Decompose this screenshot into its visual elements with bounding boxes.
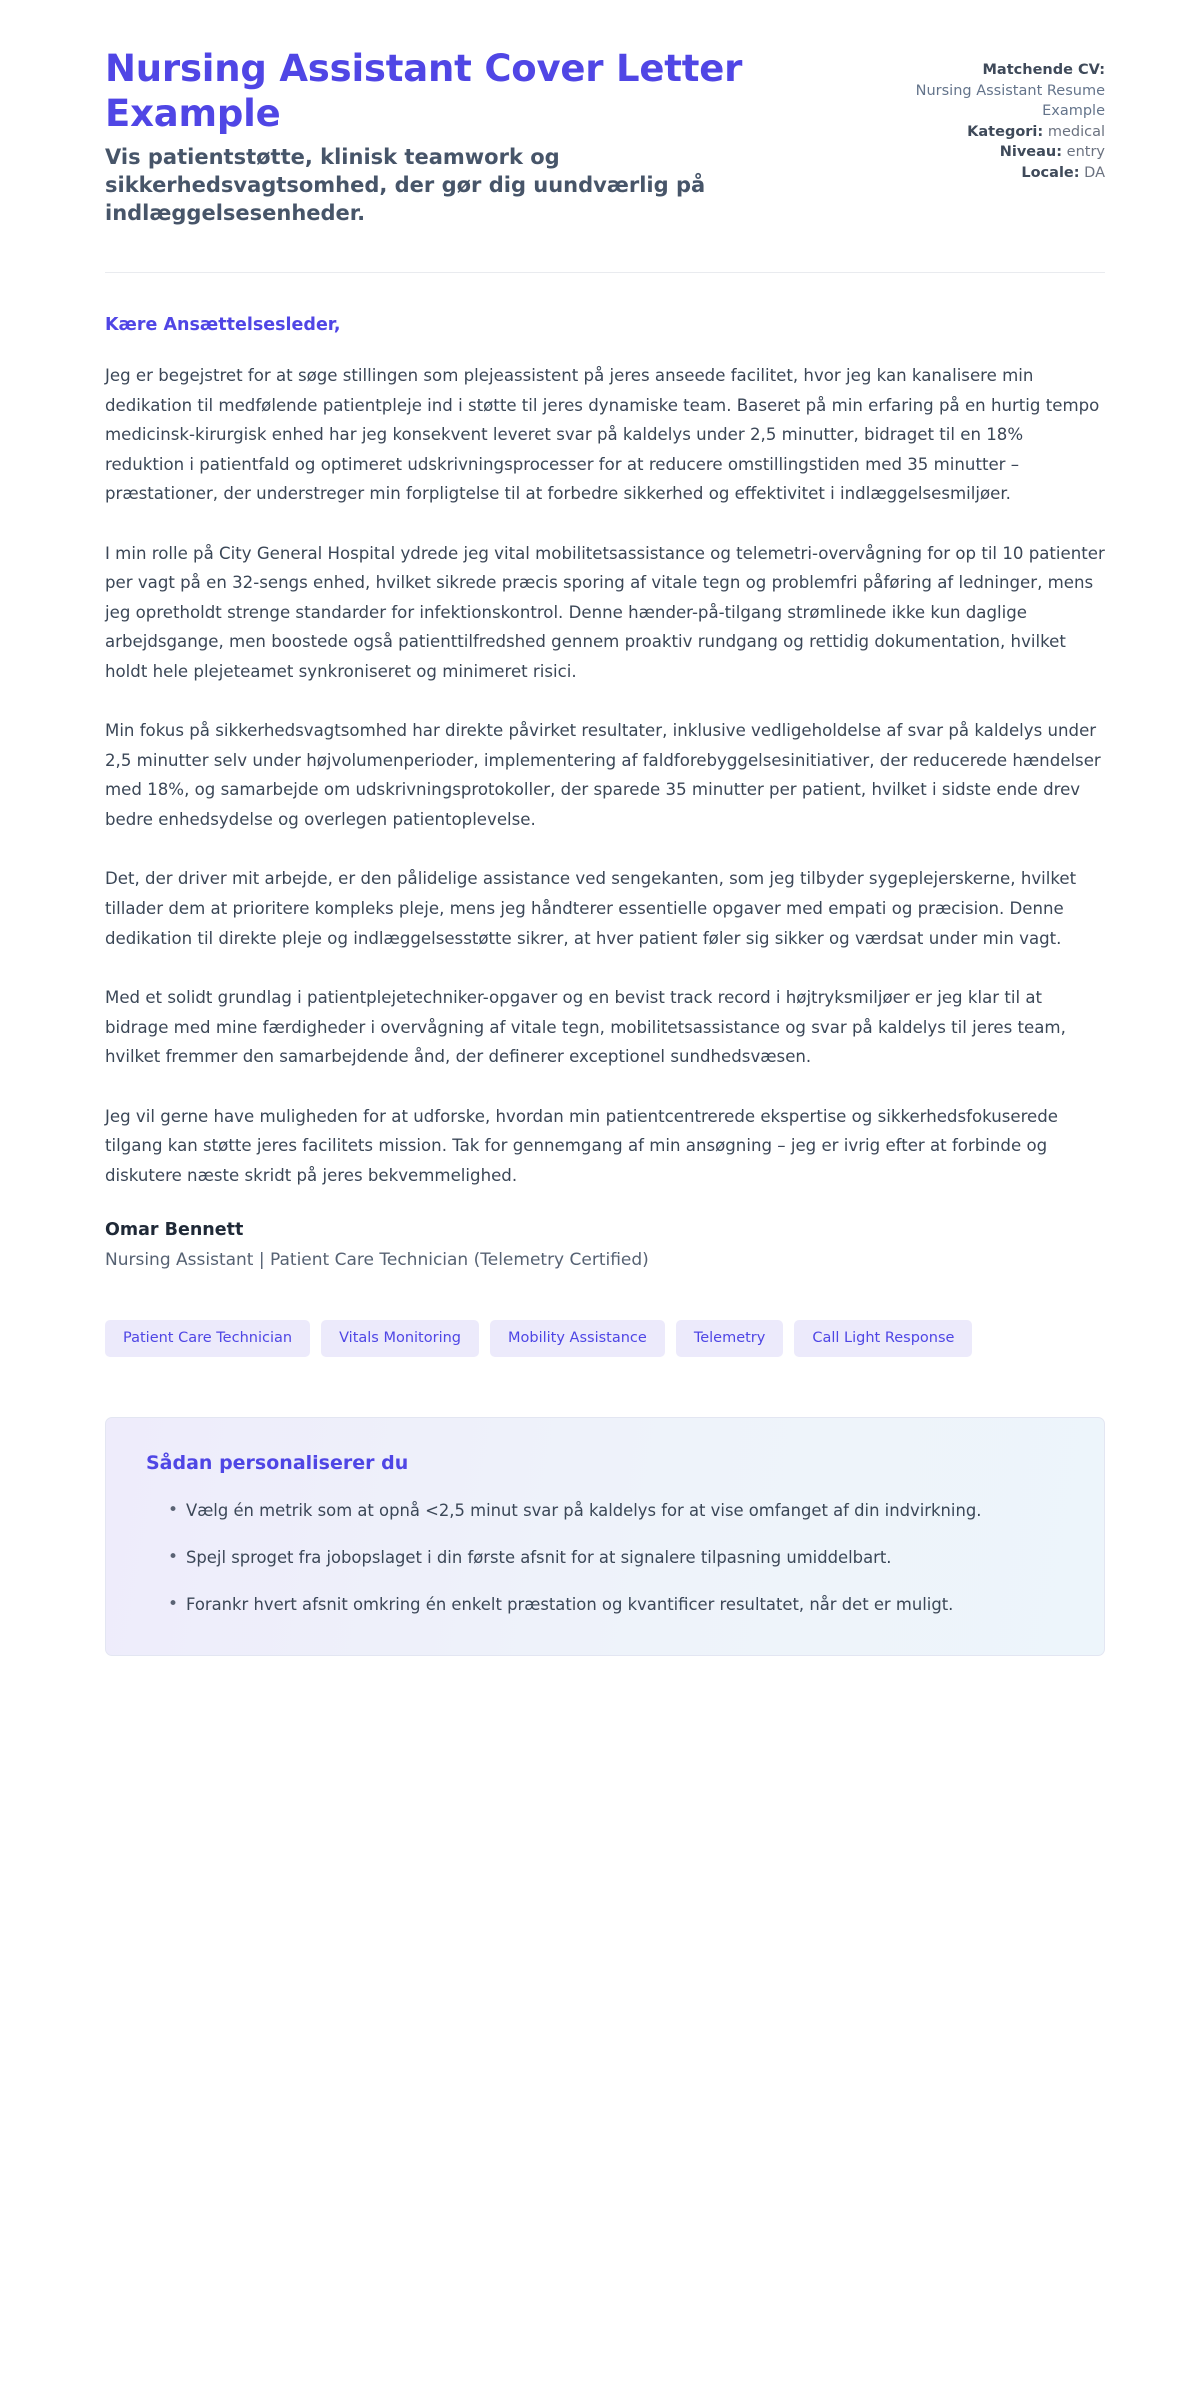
meta-category-value: medical [1047, 123, 1105, 140]
callout-tip-list [146, 1496, 1064, 1620]
letter-paragraph: Min fokus på sikkerhedsvagtsomhed har direkte påvirket resultater, inklusive vedligeholdelse af svar på kaldelys under 2,5 minutter selv under højvolumenperioder, implementering af faldforebyggelsesinitiativer, der reducerede hændelser med 18%, og samarbejde om udskrivningsprotokoller, der sparede 35 minutter per patient, hvilket i sidste ende drev bedre enhedsydelse og overlegen patientoplevelse. [105, 721, 1101, 829]
callout-title: Sådan personaliserer du [146, 1451, 409, 1474]
skill-tag[interactable]: Mobility Assistance [490, 1320, 665, 1357]
meta-matching-resume-label: Matchende CV: [982, 62, 1105, 78]
letter-paragraph: Jeg er begejstret for at søge stillingen som plejeassistent på jeres anseede facilitet, hvor jeg kan kanalisere min dedikation til medfølende patientpleje ind i støtte til jeres dynamiske team. Baseret på min erfaring på en hurtig tempo medicinsk-kirurgisk enhed har jeg konsekvent leveret svar på kaldelys under 2,5 minutter, bidraget til en 18% reduktion i patientfald og optimeret udskrivningsprocesser for at reducere omstillingstiden med 35 minutter – præstationer, der understreger min forpligtelse til at forbedre sikkerhed og effektivitet i indlæggelsesmiljøer. [105, 366, 1100, 504]
meta-category-label: Kategori: [967, 123, 1044, 140]
skill-tag-list [105, 1320, 1105, 1357]
meta-locale-label: Locale: [1021, 164, 1080, 181]
document-metadata [895, 46, 1105, 183]
skill-tag[interactable]: Patient Care Technician [105, 1320, 310, 1357]
meta-locale-value: DA [1084, 164, 1105, 181]
page-subtitle: Vis patientstøtte, klinisk teamwork og sikkerhedsvagtsomhed, der gør dig uundværlig på indlæggelsesenheder. [105, 145, 706, 226]
signature-role: Nursing Assistant | Patient Care Technician (Telemetry Certified) [105, 1250, 649, 1271]
callout-tip-item: • Vælg én metrik som at opnå <2,5 minut svar på kaldelys for at vise omfanget af din indvirkning. [168, 1496, 1064, 1525]
meta-locale [895, 163, 1105, 184]
letter-signature [105, 1220, 1105, 1270]
letter-paragraph: Med et solidt grundlag i patientplejetechniker-opgaver og en bevist track record i højtryksmiljøer er jeg klar til at bidrage med mine færdigheder i overvågning af vitale tegn, mobilitetsassistance og svar på kaldelys til jeres team, hvilket fremmer den samarbejdende ånd, der definerer exceptionel sundhedsvæsen. [105, 988, 1066, 1067]
skill-tag[interactable]: Telemetry [676, 1320, 784, 1357]
letter-paragraph: Det, der driver mit arbejde, er den pålidelige assistance ved sengekanten, som jeg tilbyder sygeplejerskerne, hvilket tillader dem at prioritere kompleks pleje, mens jeg håndterer essentielle opgaver med empati og præcision. Denne dedikation til direkte pleje og indlæggelsesstøtte sikrer, at hver patient føler sig sikker og værdsat under min vagt. [105, 869, 1077, 948]
callout-tip-item: • Forankr hvert afsnit omkring én enkelt præstation og kvantificer resultatet, når det er muligt. [168, 1590, 1064, 1619]
page-header [105, 46, 1105, 228]
personalization-callout [105, 1417, 1105, 1657]
meta-level [895, 142, 1105, 163]
letter-paragraph: Jeg vil gerne have muligheden for at udforske, hvordan min patientcentrerede ekspertise og sikkerhedsfokuserede tilgang kan støtte jeres facilitets mission. Tak for gennemgang af min ansøgning – jeg er ivrig efter at forbinde og diskutere næste skridt på jeres bekvemmelighed. [105, 1106, 1058, 1185]
page-title: Nursing Assistant Cover Letter Example [105, 47, 743, 136]
callout-tip-item: • Spejl sproget fra jobopslaget i din første afsnit for at signalere tilpasning umiddelbart. [168, 1543, 1064, 1572]
skill-tag[interactable]: Call Light Response [794, 1320, 972, 1357]
signature-name: Omar Bennett [105, 1220, 244, 1241]
meta-level-value: entry [1066, 144, 1105, 161]
meta-level-label: Niveau: [999, 144, 1063, 161]
letter-paragraphs [105, 361, 1105, 1190]
letter-paragraph: I min rolle på City General Hospital ydrede jeg vital mobilitetsassistance og telemetri-overvågning for op til 10 patienter per vagt på en 32-sengs enhed, hvilket sikrede præcis sporing af vitale tegn og problemfri påføring af ledninger, mens jeg opretholdt strenge standarder for infektionskontrol. Denne hænder-på-tilgang strømlinede ikke kun daglige arbejdsgange, men boostede også patienttilfredshed gennem proaktiv rundgang og rettidig dokumentation, hvilket holdt hele plejeteamet synkroniseret og minimeret risici. [105, 543, 1105, 681]
letter-salutation: Kære Ansættelsesleder, [105, 315, 341, 336]
cover-letter-body [105, 273, 1105, 1270]
header-text-block [105, 46, 805, 228]
meta-matching-resume [895, 60, 1105, 122]
meta-category [895, 122, 1105, 143]
meta-matching-resume-value: Nursing Assistant Resume Example [915, 82, 1105, 120]
skill-tag[interactable]: Vitals Monitoring [321, 1320, 479, 1357]
